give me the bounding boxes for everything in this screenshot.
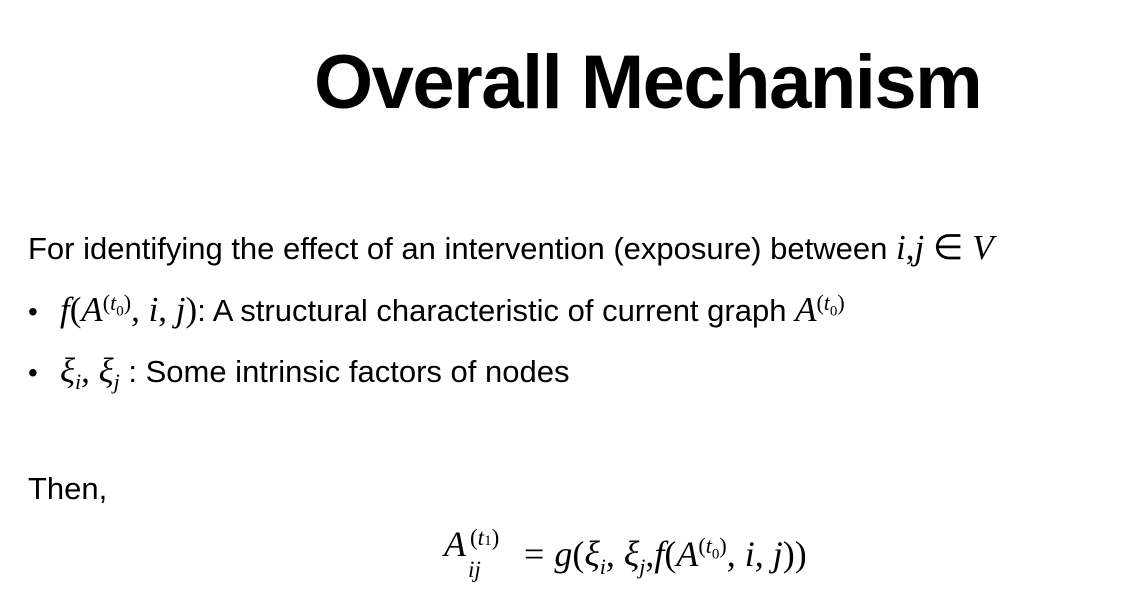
bullet-structural: • $f(A^{(t_0)}$, i, j): A structural characteristic of current graph $A^{(t_0)}$ (28, 290, 845, 332)
equation: A (t1) ij = $g(\xi_i$, $\xi_j,f(A^{(t_0)}$, i, j)) (444, 524, 807, 582)
equation-lhs: A (t1) ij (444, 524, 500, 582)
intro-line: For identifying the effect of an intervention (exposure) between i,j ∈ V (28, 228, 994, 267)
math-xi-i-xi-j: ξ (60, 351, 75, 390)
math-f-a-t0-i-j: f (60, 290, 70, 329)
bullet-icon: • (28, 296, 38, 327)
math-a-t0: A (795, 290, 817, 329)
bullet-icon: • (28, 357, 38, 388)
then-label: Then, (28, 471, 108, 506)
slide-title: Overall Mechanism (314, 40, 982, 125)
intro-text: For identifying the effect of an intervention (exposure) between (28, 231, 896, 266)
math-i-j-in-v: i (895, 228, 906, 267)
bullet-intrinsic: • $\xi_i$, $\xi_j$ : Some intrinsic factors of nodes (28, 351, 570, 395)
bullet-structural-text: : A structural characteristic of current graph (197, 293, 796, 328)
bullet-intrinsic-text: : Some intrinsic factors of nodes (119, 354, 570, 389)
